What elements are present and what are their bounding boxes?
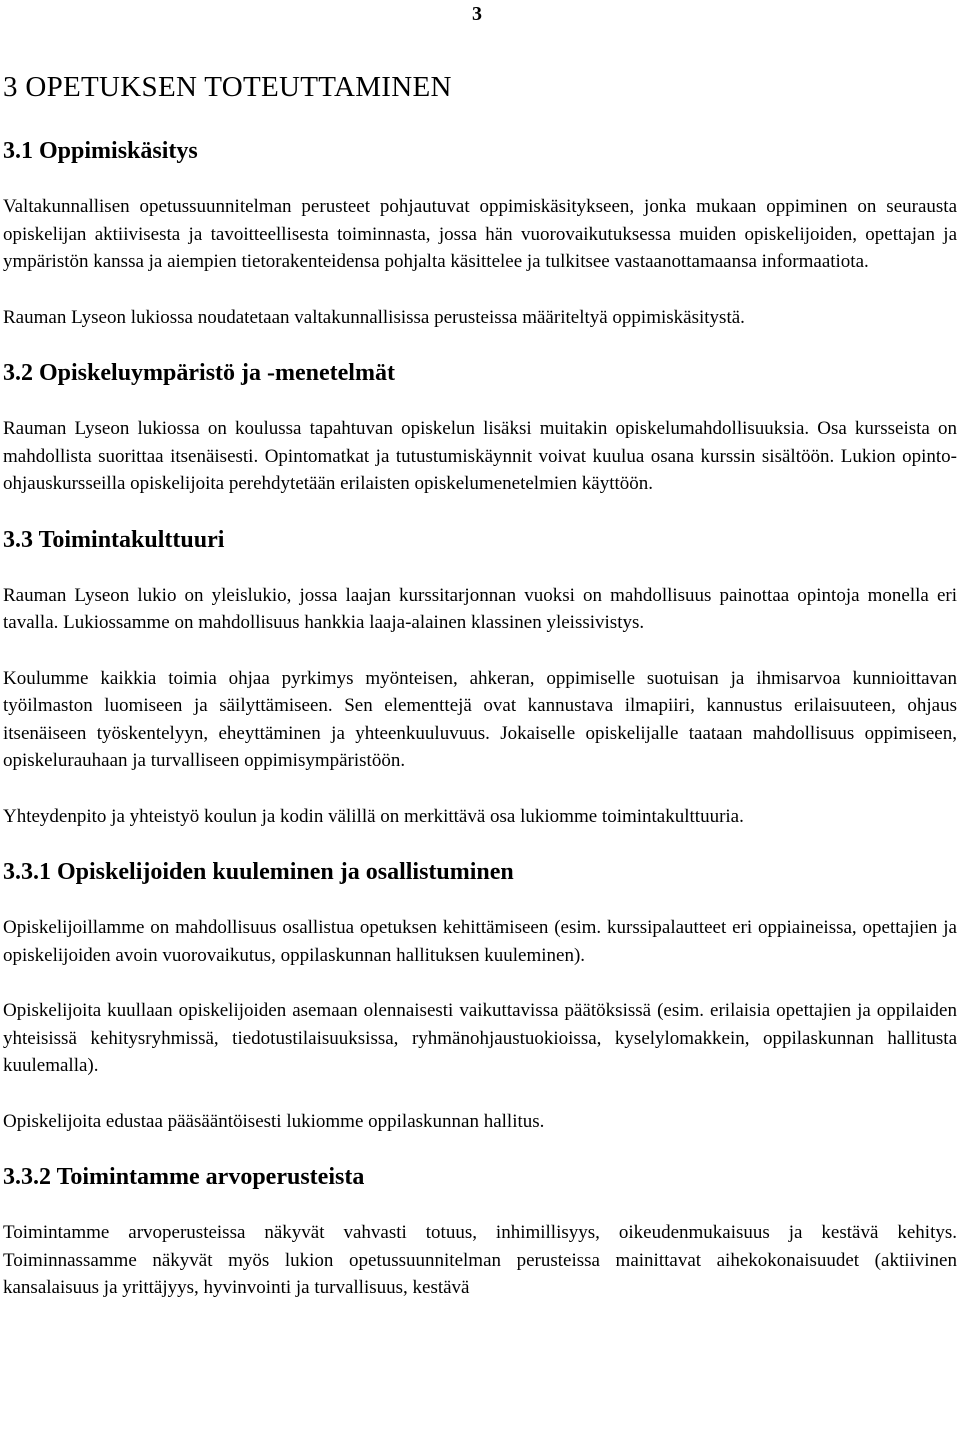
page-content: [3, 70, 957, 1302]
section-opiskelijoiden-kuuleminen: [3, 858, 957, 1135]
section-heading: 3.1 Oppimiskäsitys: [3, 138, 198, 164]
section-arvoperusteet: [3, 1163, 957, 1302]
chapter-title: 3 OPETUKSEN TOTEUTTAMINEN: [3, 71, 452, 103]
paragraph: Opiskelijoillamme on mahdollisuus osallistua opetuksen kehittämiseen (esim. kurssipalautteet eri oppiaineissa, opettajien ja opiskelijoiden avoin vuorovaikutus, oppilaskunnan hallituksen kuuleminen).: [3, 917, 957, 966]
paragraph: Yhteydenpito ja yhteistyö koulun ja kodin välillä on merkittävä osa lukiomme toimintakulttuuria.: [3, 805, 744, 827]
section-oppimiskasitys: [3, 137, 957, 331]
subsection-heading: 3.3.2 Toimintamme arvoperusteista: [3, 1164, 365, 1190]
paragraph: Valtakunnallisen opetussuunnitelman perusteet pohjautuvat oppimiskäsitykseen, jonka mukaan oppiminen on seurausta opiskelijan aktiivisesta ja tavoitteellisesta toiminnasta, jossa hän vuorovaikutuksessa muiden opiskelijoiden, opettajan ja ympäristön kanssa ja aiempien tietorakenteidensa pohjalta käsittelee ja tulkitsee vastaanottamaansa informaatiota.: [3, 196, 957, 272]
paragraph: Rauman Lyseon lukiossa noudatetaan valtakunnallisissa perusteissa määriteltyä oppimiskäsitystä.: [3, 306, 745, 328]
page-number: 3: [472, 3, 482, 25]
paragraph: Opiskelijoita kuullaan opiskelijoiden asemaan olennaisesti vaikuttavissa päätöksissä (esim. erilaisia opettajien ja oppilaiden yhteisissä kehitysryhmissä, tiedotustilaisuuksissa, ryhmänohjaustuokioissa, kyselylomakkein, oppilaskunnan hallitusta kuulemalla).: [3, 1000, 957, 1076]
section-heading: 3.3 Toimintakulttuuri: [3, 526, 225, 553]
paragraph: Toimintamme arvoperusteissa näkyvät vahvasti totuus, inhimillisyys, oikeudenmukaisuus ja kestävä kehitys. Toiminnassamme näkyvät myös lukion opetussuunnitelman perusteissa mainittavat aihekokonaisuudet (aktiivinen kansalaisuus ja yrittäjyys, hyvinvointi ja turvallisuus, kestävä: [3, 1222, 957, 1298]
paragraph: Koulumme kaikkia toimia ohjaa pyrkimys myönteisen, ahkeran, oppimiselle suotuisan ja ihmisarvoa kunnioittavan työilmaston luomiseen ja säilyttämiseen. Sen elementtejä ovat kannustava ilmapiiri, kannustus erilaisuuteen, ohjaus itsenäiseen työskentelyyn, eheyttäminen ja yhteenkuuluvuus. Jokaiselle opiskelijalle taataan mahdollisuus oppimiseen, opiskelurauhaan ja turvalliseen oppimisympäristöön.: [3, 667, 957, 771]
subsection-heading: 3.3.1 Opiskelijoiden kuuleminen ja osallistuminen: [3, 859, 514, 885]
section-toimintakulttuuri: [3, 526, 957, 831]
section-heading: 3.2 Opiskeluympäristö ja -menetelmät: [3, 360, 395, 386]
paragraph: Rauman Lyseon lukio on yleislukio, jossa laajan kurssitarjonnan vuoksi on mahdollisuus painottaa opintoja monella eri tavalla. Lukiossamme on mahdollisuus hankkia laaja-alainen klassinen yleissivistys.: [3, 584, 957, 633]
paragraph: Opiskelijoita edustaa pääsääntöisesti lukiomme oppilaskunnan hallitus.: [3, 1110, 545, 1132]
section-opiskeluymparisto: [3, 359, 957, 498]
paragraph: Rauman Lyseon lukiossa on koulussa tapahtuvan opiskelun lisäksi muitakin opiskelumahdollisuuksia. Osa kursseista on mahdollista suorittaa itsenäisesti. Opintomatkat ja tutustumiskäynnit voivat kuulua osana kurssin sisältöön. Lukion opinto-ohjauskursseilla opiskelijoita perehdytetään erilaisten opiskelumenetelmien käyttöön.: [3, 418, 957, 494]
